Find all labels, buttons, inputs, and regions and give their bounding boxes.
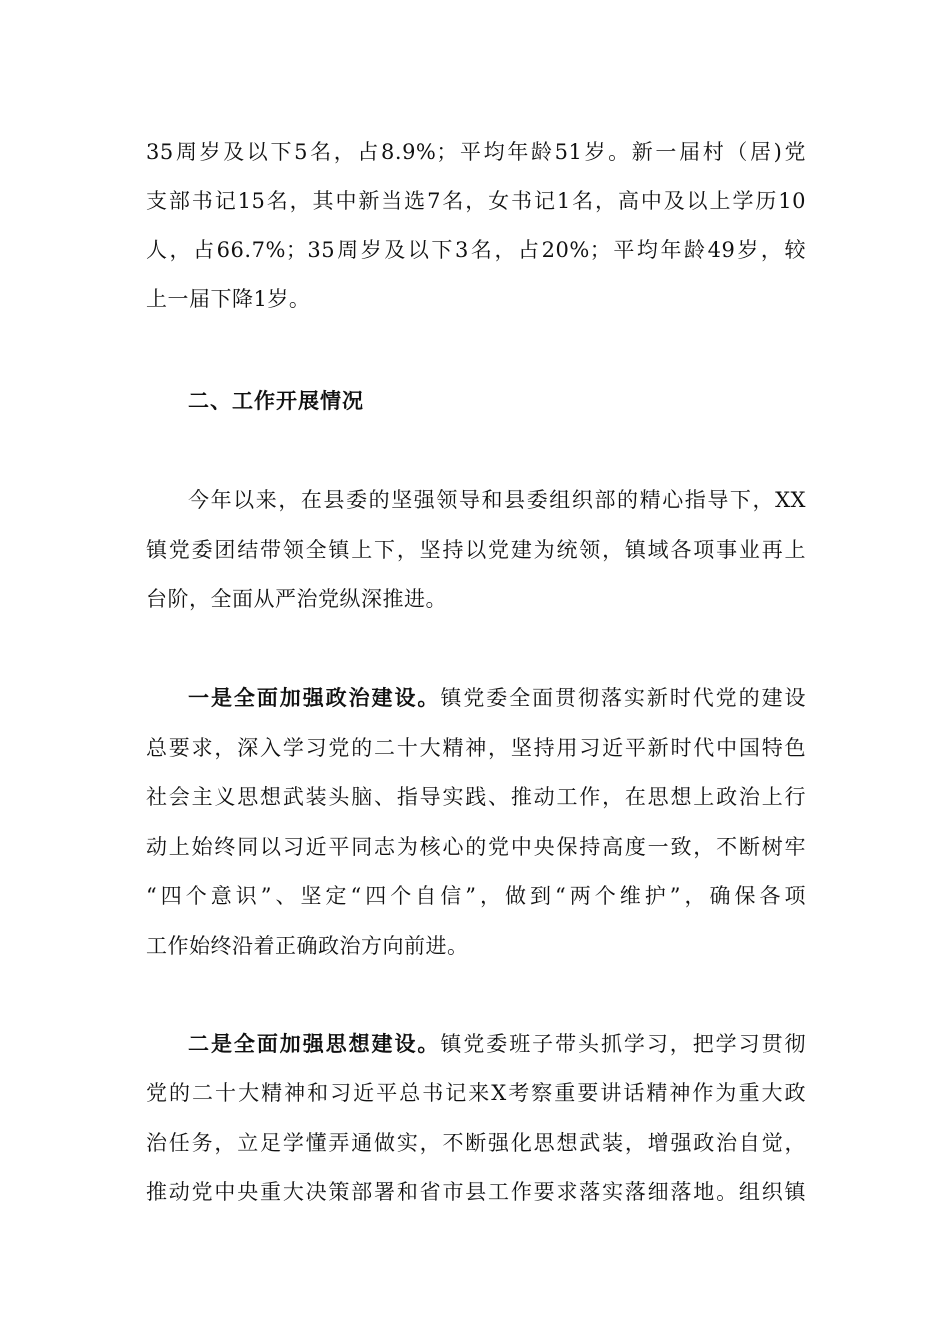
paragraph-line: 总要求，深入学习党的二十大精神，坚持用习近平新时代中国特色 — [146, 736, 806, 760]
paragraph-line: 镇党委团结带领全镇上下，坚持以党建为统领，镇域各项事业再上 — [146, 538, 806, 562]
paragraph-line: 人，占66.7%；35周岁及以下3名，占20%；平均年龄49岁，较 — [146, 238, 806, 262]
paragraph-line: 动上始终同以习近平同志为核心的党中央保持高度一致，不断树牢 — [146, 835, 806, 859]
paragraph-line: 推动党中央重大决策部署和省市县工作要求落实落细落地。组织镇 — [146, 1180, 806, 1204]
paragraph-text: 镇党委全面贯彻落实新时代党的建设 — [440, 686, 807, 710]
section-heading: 二、工作开展情况 — [188, 388, 364, 413]
paragraph-line: “四个意识”、坚定“四个自信”，做到“两个维护”，确保各项 — [146, 884, 806, 908]
paragraph-line: 社会主义思想武装头脑、指导实践、推动工作，在思想上政治上行 — [146, 785, 806, 809]
paragraph-lead: 二是全面加强思想建设。 — [188, 1031, 441, 1056]
paragraph-line: 党的二十大精神和习近平总书记来X考察重要讲话精神作为重大政 — [146, 1081, 806, 1105]
paragraph-line: 台阶，全面从严治党纵深推进。 — [146, 587, 447, 611]
paragraph-line: 今年以来，在县委的坚强领导和县委组织部的精心指导下，XX — [188, 488, 806, 512]
paragraph-line: 工作始终沿着正确政治方向前进。 — [146, 934, 469, 958]
paragraph-line: 上一届下降1岁。 — [146, 287, 311, 311]
paragraph-first-line — [188, 683, 806, 713]
paragraph-line: 治任务，立足学懂弄通做实，不断强化思想武装，增强政治自觉， — [146, 1131, 806, 1155]
paragraph-line: 35周岁及以下5名，占8.9%；平均年龄51岁。新一届村（居)党 — [146, 140, 806, 164]
paragraph-text: 镇党委班子带头抓学习，把学习贯彻 — [440, 1032, 807, 1056]
paragraph-first-line — [188, 1029, 806, 1059]
paragraph-lead: 一是全面加强政治建设。 — [188, 685, 441, 710]
paragraph-line: 支部书记15名，其中新当选7名，女书记1名，高中及以上学历10 — [146, 189, 806, 213]
